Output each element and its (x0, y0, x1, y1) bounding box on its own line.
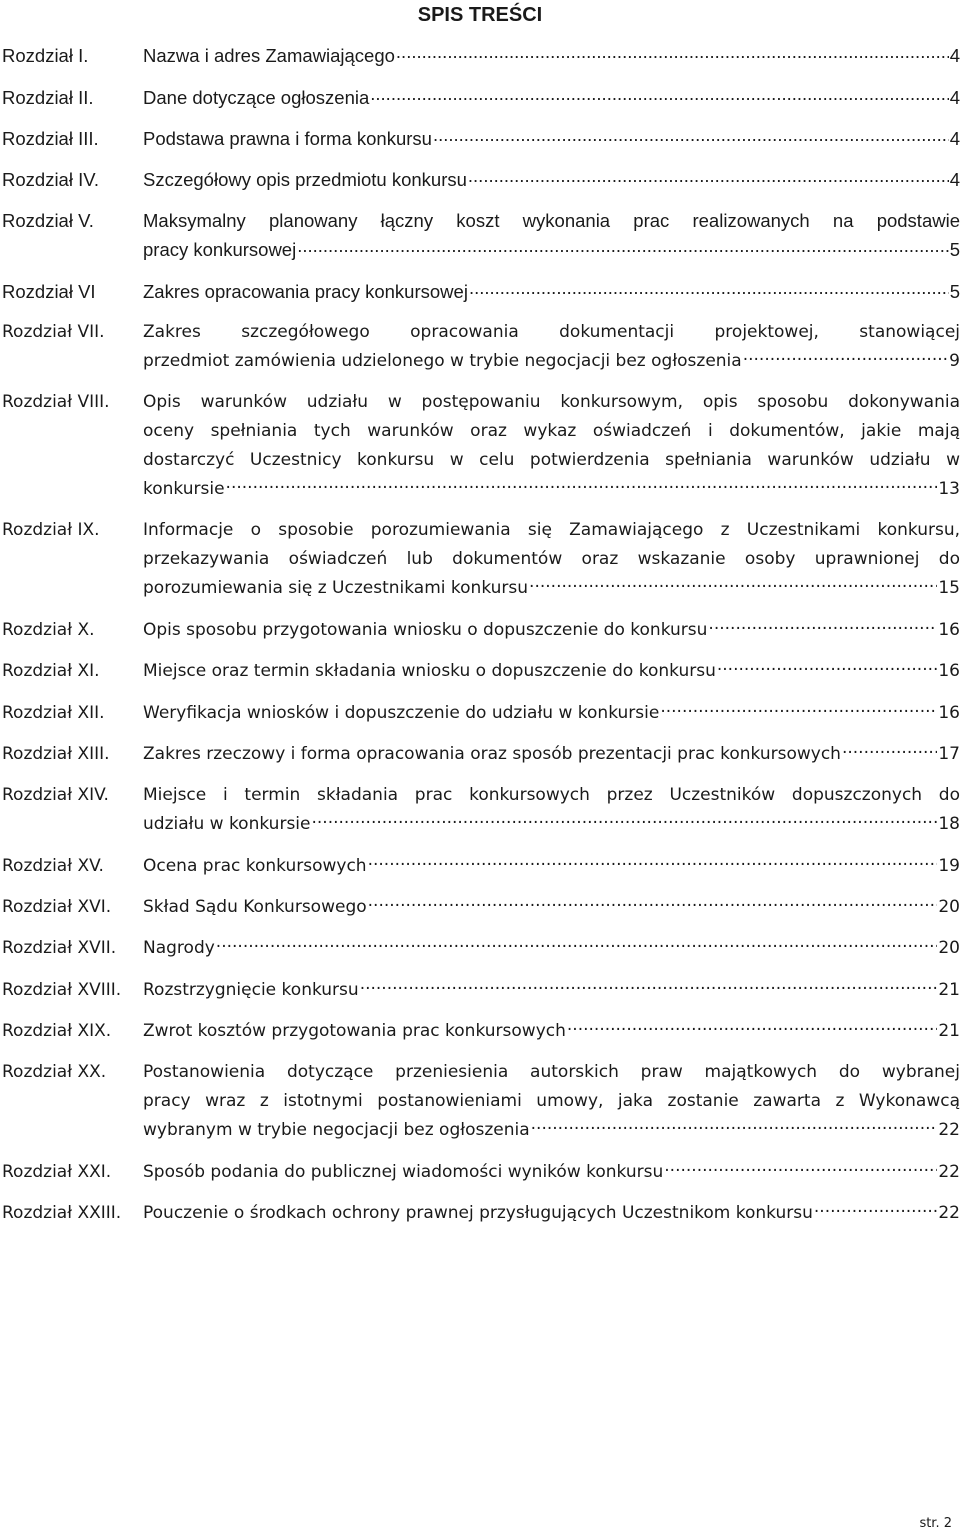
toc-chapter-label: Rozdział XV. (2, 856, 104, 876)
toc-title-text: Podstawa prawna i forma konkursu (143, 128, 432, 149)
toc-page-number: 18 (938, 814, 960, 834)
dot-leader (216, 936, 938, 953)
toc-chapter-title (143, 934, 960, 963)
toc-chapter-title (143, 1058, 960, 1145)
toc-chapter-label: Rozdział II. (2, 87, 94, 108)
toc-chapter-title (143, 616, 960, 645)
toc-chapter-label: Rozdział XIII. (2, 744, 110, 764)
toc-page-number: 9 (949, 351, 960, 371)
toc-chapter-title (143, 516, 960, 603)
toc-chapter-label: Rozdział X. (2, 620, 95, 640)
toc-page-number: 4 (949, 45, 960, 66)
toc-title-text: Sposób podania do publicznej wiadomości wyników konkursu (143, 1162, 664, 1182)
toc-title-line: Postanowienia dotyczące przeniesienia autorskich praw majątkowych do wybranej (143, 1062, 960, 1082)
dot-leader (368, 854, 938, 871)
toc-title-text: Weryfikacja wniosków i dopuszczenie do udziału w konkursie (143, 703, 660, 723)
dot-leader (297, 238, 949, 257)
toc-chapter-title (143, 124, 960, 153)
toc-chapter-label: Rozdział I. (2, 45, 89, 66)
toc-chapter-title (143, 852, 960, 881)
dot-leader (743, 349, 948, 366)
toc-chapter-label: Rozdział V. (2, 210, 94, 231)
toc-chapter-title (143, 388, 960, 504)
toc-title-text: Pouczenie o środkach ochrony prawnej przysługujących Uczestnikom konkursu (143, 1203, 813, 1223)
toc-page-number: 4 (949, 169, 960, 190)
dot-leader (469, 280, 949, 299)
toc-title-text: Opis sposobu przygotowania wniosku o dopuszczenie do konkursu (143, 620, 708, 640)
toc-title-line: Opis warunków udziału w postępowaniu konkursowym, opis sposobu dokonywania (143, 392, 960, 412)
toc-chapter-title (143, 893, 960, 922)
toc-page-number: 16 (938, 703, 960, 723)
toc-title-text: Miejsce oraz termin składania wniosku o dopuszczenie do konkursu (143, 661, 716, 681)
toc-title-text: porozumiewania się z Uczestnikami konkursu (143, 578, 529, 598)
toc-page-number: 15 (938, 578, 960, 598)
toc-title-text: pracy konkursowej (143, 239, 297, 260)
toc-page-number: 19 (938, 856, 960, 876)
toc-page-number: 20 (938, 897, 960, 917)
toc-chapter-title (143, 657, 960, 686)
toc-chapter-label: Rozdział XX. (2, 1062, 107, 1082)
toc-chapter-label: Rozdział XI. (2, 661, 100, 681)
toc-title-text: Rozstrzygnięcie konkursu (143, 980, 359, 1000)
toc-chapter-label: Rozdział VII. (2, 322, 105, 342)
toc-chapter-label: Rozdział IV. (2, 169, 100, 190)
toc-title-line: przekazywania oświadczeń lub dokumentów oraz wskazanie osoby uprawnionej do (143, 549, 960, 569)
dot-leader (529, 576, 937, 593)
toc-chapter-label: Rozdział XIV. (2, 785, 109, 805)
toc-page-number: 13 (938, 479, 960, 499)
dot-leader (660, 701, 937, 718)
toc-chapter-label: Rozdział VI (2, 281, 96, 302)
toc-chapter-title (143, 83, 960, 112)
toc-chapter-label: Rozdział III. (2, 128, 99, 149)
dot-leader (396, 44, 949, 63)
toc-chapter-label: Rozdział XII. (2, 703, 105, 723)
toc-title-line: pracy wraz z istotnymi postanowieniami umowy, jaka zostanie zawarta z Wykonawcą (143, 1091, 960, 1111)
dot-leader (717, 659, 938, 676)
toc-page-number: 16 (938, 620, 960, 640)
toc-chapter-label: Rozdział VIII. (2, 392, 110, 412)
toc-chapter-title (143, 41, 960, 70)
toc-chapter-title (143, 1158, 960, 1187)
toc-chapter-title (143, 165, 960, 194)
page-number: str. 2 (919, 1516, 952, 1531)
toc-chapter-title (143, 206, 960, 264)
toc-page-number: 22 (938, 1120, 960, 1140)
toc-title-text: przedmiot zamówienia udzielonego w trybie negocjacji bez ogłoszenia (143, 351, 742, 371)
dot-leader (531, 1118, 938, 1135)
dot-leader (468, 168, 949, 187)
dot-leader (370, 86, 948, 105)
toc-title-text: wybranym w trybie negocjacji bez ogłoszenia (143, 1120, 530, 1140)
toc-title-text: Szczegółowy opis przedmiotu konkursu (143, 169, 467, 190)
toc-page-number: 21 (938, 980, 960, 1000)
toc-title-line: Informacje o sposobie porozumiewania się Zamawiającego z Uczestnikami konkursu, (143, 520, 960, 540)
toc-title-text: Zakres rzeczowy i forma opracowania oraz sposób prezentacji prac konkursowych (143, 744, 841, 764)
toc-chapter-title (143, 976, 960, 1005)
page-title: SPIS TREŚCI (417, 4, 543, 26)
toc-chapter-title (143, 318, 960, 376)
toc-title-text: Zwrot kosztów przygotowania prac konkursowych (143, 1021, 566, 1041)
toc-chapter-label: Rozdział IX. (2, 520, 100, 540)
dot-leader (312, 812, 938, 829)
toc-chapter-title (143, 781, 960, 839)
toc-chapter-title (143, 1199, 960, 1228)
dot-leader (814, 1201, 937, 1218)
toc-title-line: oceny spełniania tych warunków oraz wykaz oświadczeń i dokumentów, jakie mają (143, 421, 960, 441)
dot-leader (433, 127, 949, 146)
toc-page-number: 22 (938, 1203, 960, 1223)
toc-title-text: Zakres opracowania pracy konkursowej (143, 281, 468, 302)
toc-page-number: 4 (949, 87, 960, 108)
toc-title-text: Dane dotyczące ogłoszenia (143, 87, 370, 108)
toc-page-number: 22 (938, 1162, 960, 1182)
toc-chapter-title (143, 740, 960, 769)
toc-chapter-label: Rozdział XXI. (2, 1162, 112, 1182)
dot-leader (226, 477, 938, 494)
toc-chapter-label: Rozdział XXIII. (2, 1203, 122, 1223)
toc-chapter-label: Rozdział XVII. (2, 938, 117, 958)
dot-leader (842, 742, 937, 759)
toc-title-line: dostarczyć Uczestnicy konkursu w celu potwierdzenia spełniania warunków udziału w (143, 450, 960, 470)
toc-chapter-title (143, 277, 960, 306)
toc-page-number: 17 (938, 744, 960, 764)
toc-title-text: Skład Sądu Konkursowego (143, 897, 367, 917)
toc-chapter-title (143, 699, 960, 728)
dot-leader (360, 978, 938, 995)
toc-chapter-label: Rozdział XVI. (2, 897, 112, 917)
toc-title-line: Zakres szczegółowego opracowania dokumentacji projektowej, stanowiącej (143, 322, 960, 342)
toc-page-number: 16 (938, 661, 960, 681)
toc-title-text: Ocena prac konkursowych (143, 856, 367, 876)
toc-title-text: udziału w konkursie (143, 814, 311, 834)
toc-title-text: Nazwa i adres Zamawiającego (143, 45, 395, 66)
toc-title-line: Maksymalny planowany łączny koszt wykonania prac realizowanych na podstawie (143, 210, 960, 231)
toc-page-number: 5 (949, 281, 960, 302)
dot-leader (567, 1019, 937, 1036)
toc-chapter-label: Rozdział XVIII. (2, 980, 122, 1000)
toc-chapter-title (143, 1017, 960, 1046)
dot-leader (664, 1160, 937, 1177)
dot-leader (708, 618, 937, 635)
toc-title-line: Miejsce i termin składania prac konkursowych przez Uczestników dopuszczonych do (143, 785, 960, 805)
toc-title-text: konkursie (143, 479, 225, 499)
toc-chapter-label: Rozdział XIX. (2, 1021, 112, 1041)
toc-page-number: 4 (949, 128, 960, 149)
toc-page-number: 20 (938, 938, 960, 958)
dot-leader (368, 895, 938, 912)
toc-page-number: 5 (949, 239, 960, 260)
toc-page-number: 21 (938, 1021, 960, 1041)
toc-title-text: Nagrody (143, 938, 215, 958)
